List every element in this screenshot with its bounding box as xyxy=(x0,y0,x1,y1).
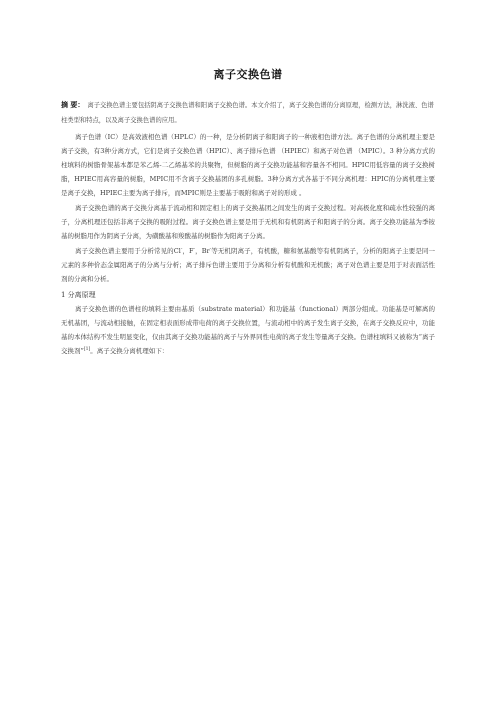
abstract-text: 离子交换色谱主要包括阴离子交换色谱和阳离子交换色谱。本文介绍了，离子交换色谱的分离原理，检测方法，淋洗液、色谱柱类型和特点，以及离子交换色谱的应用。 xyxy=(61,102,434,124)
paragraph-3-part-d: 等无机阴离子，有机酸，糖和氨基酸等有机阴离子，分析的阳离子主要是同一元素的多种价态金属阳离子的分离与分析；离子排斥色谱主要用于分离和分析有机酸和无机酸；离子对色谱主要是用于对表面活性剂的分离和分析。 xyxy=(61,247,436,283)
paragraph-3-part-b: ，F xyxy=(182,247,194,255)
superscript-minus: - xyxy=(209,246,212,252)
superscript-minus: - xyxy=(180,246,183,252)
paragraph-4-part-a: 离子交换色谱的色谱柱的填料主要由基质（substrate material）和功能基（functional）两部分组成。功能基是可解离的无机基团，与流动相接触，在固定相表面形成带电荷的离子交换位置，与流动相中的离子发生离子交换，在离子交换反应中，功能基的本体结构不发生明显变化，仅由其离子交换功能基的离子与外界同性电荷的离子发生等量离子交换。色谱柱填料又被称为“离子交换剂” xyxy=(61,305,435,355)
paragraph-3-part-c: ，Br xyxy=(195,247,210,255)
paragraph-3-part-a: 离子交换色谱主要用于分析常见的Cl xyxy=(75,247,181,255)
document-title: 离子交换色谱 xyxy=(213,68,283,81)
paragraph-4-part-b: 。离子交换分离机理如下： xyxy=(90,347,169,355)
section-heading: 1 分离原理 xyxy=(61,291,96,299)
abstract-label: 摘 要： xyxy=(61,101,85,109)
paragraph-1: 离子色谱（IC）是高效液相色谱（HPLC）的一种，是分析阴离子和阳离子的一种液相色谱方法。离子色谱的分离机理主要是离子交换，有3种分离方式，它们是离子交换色谱（HPIC）、离子排斥色谱 （HPIEC）和离子对色谱 （MPIC）。3 种分离方式的柱填料的树脂骨架基本都是苯乙烯-二乙烯基苯的共聚物，但树脂的离子交换功能基和容量各不相同。HPIC用低容量的离子交换树脂，HPIEC用高容量的树脂，MPIC用不含离子交换基团的多孔树脂。3种分离方式各基于不同分离机理：HPIC的分离机理主要是离子交换，HPIEC主要为离子排斥，而MPIC则是主要基于吸附和离子对的形成 。 xyxy=(61,133,435,197)
paragraph-3 xyxy=(61,244,435,286)
paragraph-4 xyxy=(61,302,435,358)
reference-marker: [1] xyxy=(83,346,91,352)
abstract xyxy=(61,98,435,128)
body-text xyxy=(61,130,435,358)
paragraph-2: 离子交换色谱的离子交换分离基于流动相和固定相上的离子交换基团之间发生的离子交换过程。对高极化度和疏水性较强的离子，分离机理还包括非离子交换的吸附过程。离子交换色谱主要是用于无机和有机阴离子和阳离子的分离。离子交换功能基为季铵基的树脂用作为阴离子分离，为磺酸基和羧酸基的树脂作为阳离子分离。 xyxy=(61,204,435,240)
superscript-minus: - xyxy=(193,246,196,252)
